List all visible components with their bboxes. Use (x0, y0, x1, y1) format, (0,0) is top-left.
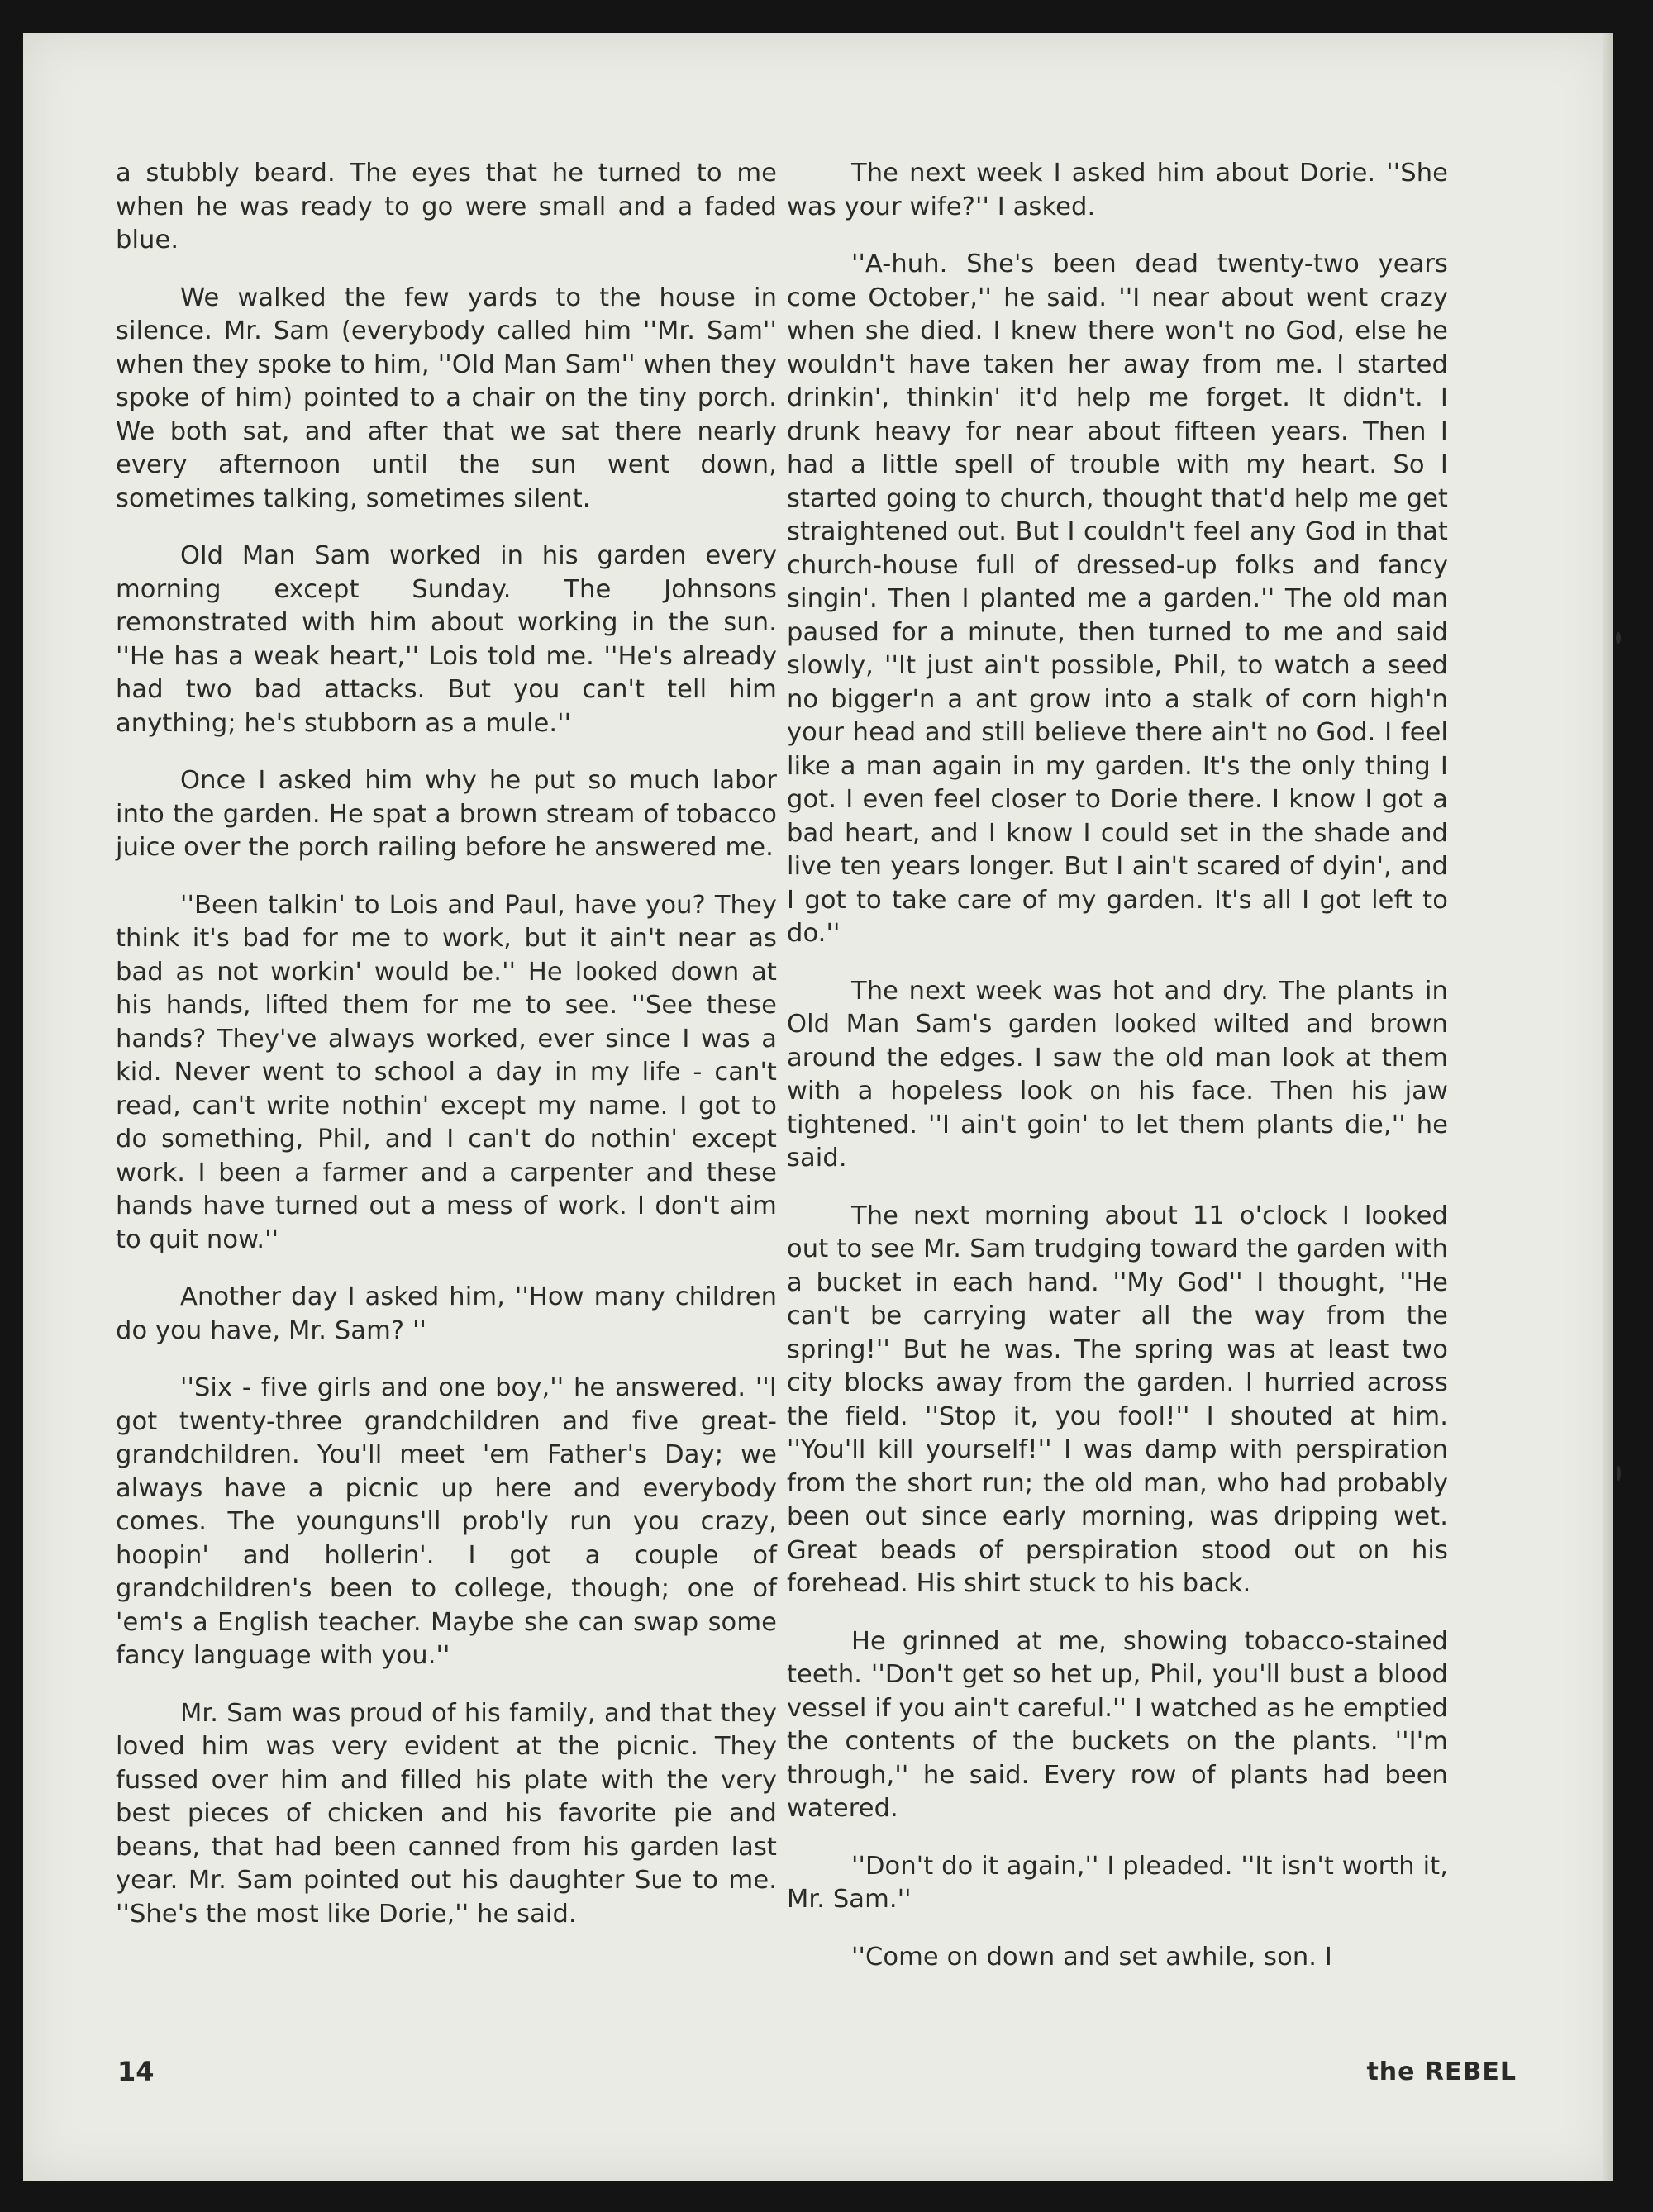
left-paragraph-3: Old Man Sam worked in his garden every morning except Sunday. The Johnsons remonstrated with him about working in the sun. ''He has a weak heart,'' Lois told me. ''He's already had two bad attacks. But you can't tell him anything; he's stubborn as a mule.'' (116, 541, 777, 738)
left-paragraph-8: Mr. Sam was proud of his family, and that they loved him was very evident at the picnic. They fussed over him and filled his plate with the very best pieces of chicken and his favorite pie and beans, that had been canned from his garden last year. Mr. Sam pointed out his daughter Sue to me. ''She's the most like Dorie,'' he said. (116, 1698, 777, 1929)
left-paragraph-4: Once I asked him why he put so much labor into the garden. He spat a brown stream of tobacco juice over the porch railing before he answered me. (116, 766, 777, 862)
right-paragraph-3: The next week was hot and dry. The plants in Old Man Sam's garden looked wilted and brown around the edges. I saw the old man look at them with a hopeless look on his face. Then his jaw tightened. ''I ain't goin' to let them plants die,'' he said. (787, 976, 1448, 1173)
right-paragraph-1: The next week I asked him about Dorie. ''She was your wife?'' I asked. (787, 159, 1448, 221)
magazine-name: the REBEL (1366, 2057, 1517, 2086)
left-paragraph-7: ''Six - five girls and one boy,'' he answered. ''I got twenty-three grandchildren and five great-grandchildren. You'll meet 'em Father's Day; we always have a picnic up here and everybody comes. The younguns'll prob'ly run you crazy, hoopin' and hollerin'. I got a couple of grandchildren's been to college, though; one of 'em's a English teacher. Maybe she can swap some fancy language with you.'' (116, 1373, 777, 1670)
right-paragraph-6: ''Don't do it again,'' I pleaded. ''It isn't worth it, Mr. Sam.'' (787, 1851, 1448, 1914)
margin-smudge (1617, 1466, 1621, 1481)
right-paragraph-4: The next morning about 11 o'clock I looked out to see Mr. Sam trudging toward the garden with a bucket in each hand. ''My God'' I thought, ''He can't be carrying water all the way from the spring!'' But he was. The spring was at least two city blocks away from the garden. I hurried across the field. ''Stop it, you fool!'' I shouted at him. ''You'll kill yourself!'' I was damp with perspiration from the short run; the old man, who had probably been out since early morning, was dripping wet. Great beads of perspiration stood out on his forehead. His shirt stuck to his back. (787, 1201, 1448, 1598)
left-paragraph-5: ''Been talkin' to Lois and Paul, have you? They think it's bad for me to work, but it ain't near as bad as not workin' would be.'' He looked down at his hands, lifted them for me to see. ''See these hands? They've always worked, ever since I was a kid. Never went to school a day in my life - can't read, can't write nothin' except my name. I got to do something, Phil, and I can't do nothin' except work. I been a farmer and a carpenter and these hands have turned out a mess of work. I don't aim to quit now.'' (116, 890, 777, 1254)
left-paragraph-1: a stubbly beard. The eyes that he turned to me when he was ready to go were small and a faded blue. (116, 159, 777, 254)
page-edge (1603, 33, 1613, 2181)
right-paragraph-7: ''Come on down and set awhile, son. I (851, 1942, 1332, 1972)
right-column (787, 157, 1448, 1998)
right-paragraph-5: He grinned at me, showing tobacco-stained teeth. ''Don't get so het up, Phil, you'll bust a blood vessel if you ain't careful.'' I watched as he emptied the contents of the buckets on the plants. ''I'm through,'' he said. Every row of plants had been watered. (787, 1626, 1448, 1823)
left-paragraph-2: We walked the few yards to the house in silence. Mr. Sam (everybody called him ''Mr. Sam'' when they spoke to him, ''Old Man Sam'' when they spoke of him) pointed to a chair on the tiny porch. We both sat, and after that we sat there nearly every afternoon until the sun went down, sometimes talking, sometimes silent. (116, 283, 777, 513)
left-paragraph-6: Another day I asked him, ''How many children do you have, Mr. Sam? '' (116, 1282, 777, 1345)
margin-smudge (1616, 632, 1621, 644)
page-number: 14 (117, 2056, 155, 2087)
right-paragraph-2: ''A-huh. She's been dead twenty-two years come October,'' he said. ''I near about went crazy when she died. I knew there won't no God, else he wouldn't have taken her away from me. I started drinkin', thinkin' it'd help me forget. It didn't. I drunk heavy for near about fifteen years. Then I had a little spell of trouble with my heart. So I started going to church, thought that'd help me get straightened out. But I couldn't feel any God in that church-house full of dressed-up folks and fancy singin'. Then I planted me a garden.'' The old man paused for a minute, then turned to me and said slowly, ''It just ain't possible, Phil, to watch a seed no bigger'n a ant grow into a stalk of corn high'n your head and still believe there ain't no God. I feel like a man again in my garden. It's the only thing I got. I even feel closer to Dorie there. I know I got a bad heart, and I know I could set in the shade and live ten years longer. But I ain't scared of dyin', and I got to take care of my garden. It's all I got left to do.'' (787, 250, 1448, 948)
left-column (116, 157, 777, 1955)
